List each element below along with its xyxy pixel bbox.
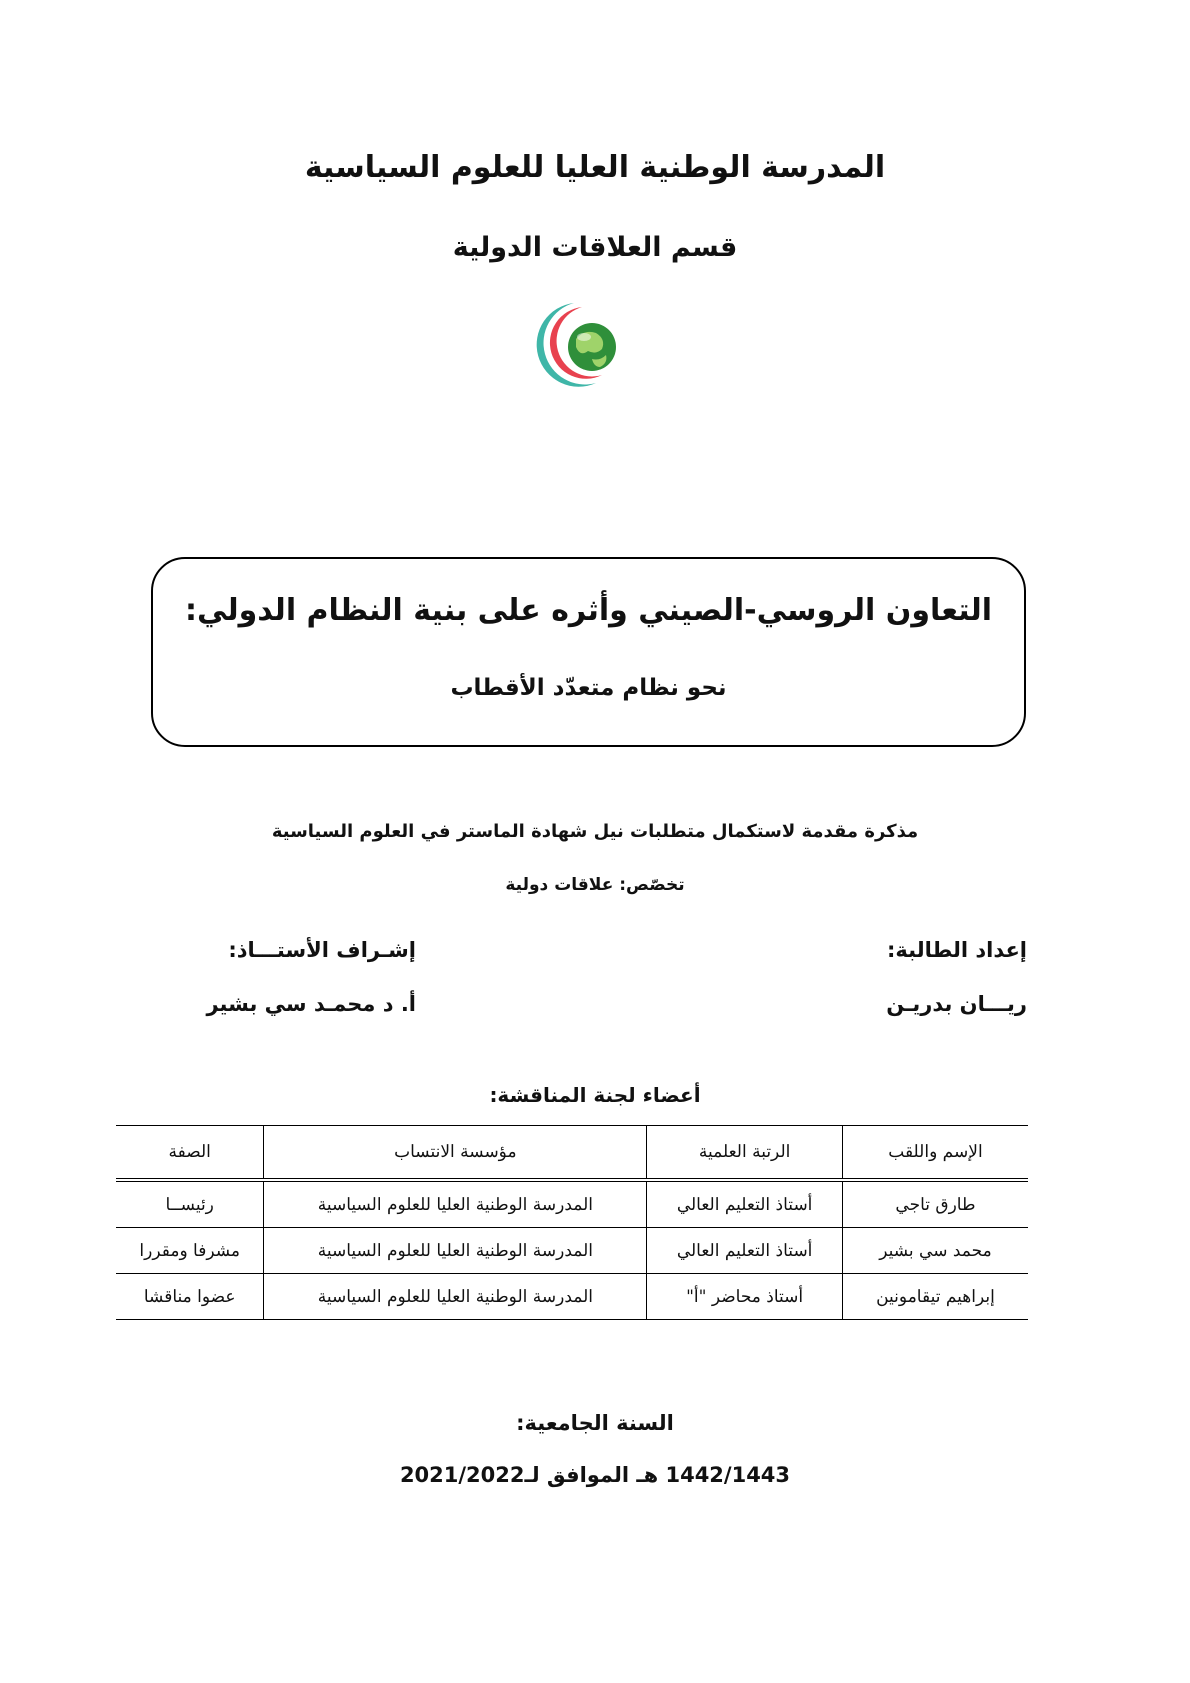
school-name: المدرسة الوطنية العليا للعلوم السياسية [304,150,886,185]
student-name: ريـــان بدريـن [886,992,1027,1016]
memo-statement: مذكرة مقدمة لاستكمال متطلبات نيل شهادة الماستر في العلوم السياسية [271,821,919,842]
academic-year-value: 1442/1443 هـ الموافق لـ2021/2022 [399,1463,791,1487]
member-name: إبراهيم تيقامونين [842,1274,1028,1320]
header-institution: مؤسسة الانتساب [264,1126,647,1181]
header-name: الإسم واللقب [842,1126,1028,1181]
member-institution: المدرسة الوطنية العليا للعلوم السياسية [264,1228,647,1274]
member-rank: أستاذ التعليم العالي [647,1228,843,1274]
table-row [116,1274,1028,1320]
table-row [116,1228,1028,1274]
member-rank: أستاذ محاضر "أ" [647,1274,843,1320]
student-label: إعداد الطالبة: [887,938,1027,962]
member-rank: أستاذ التعليم العالي [647,1180,843,1228]
table-row [116,1180,1028,1228]
thesis-title: التعاون الروسي-الصيني وأثره على بنية النظام الدولي: [184,593,993,628]
member-role: مشرفا ومقررا [116,1228,264,1274]
thesis-title-box [151,557,1026,747]
table-header-row [116,1126,1028,1181]
supervisor-name: أ. د محمـد سي بشير [206,992,416,1016]
supervisor-label: إشـراف الأستـــاذ: [228,938,416,962]
committee-title: أعضاء لجنة المناقشة: [489,1083,701,1107]
member-name: طارق تاجي [842,1180,1028,1228]
member-name: محمد سي بشير [842,1228,1028,1274]
header-rank: الرتبة العلمية [647,1126,843,1181]
committee-table [116,1125,1028,1320]
member-institution: المدرسة الوطنية العليا للعلوم السياسية [264,1274,647,1320]
header-role: الصفة [116,1126,264,1181]
specialization: تخصّص: علاقات دولية [505,875,685,895]
member-role: رئيســا [116,1180,264,1228]
globe-logo-icon [526,299,626,389]
member-institution: المدرسة الوطنية العليا للعلوم السياسية [264,1180,647,1228]
academic-year-label: السنة الجامعية: [516,1411,674,1435]
member-role: عضوا مناقشا [116,1274,264,1320]
department-name: قسم العلاقات الدولية [452,232,738,263]
thesis-subtitle: نحو نظام متعدّد الأقطاب [450,675,727,701]
